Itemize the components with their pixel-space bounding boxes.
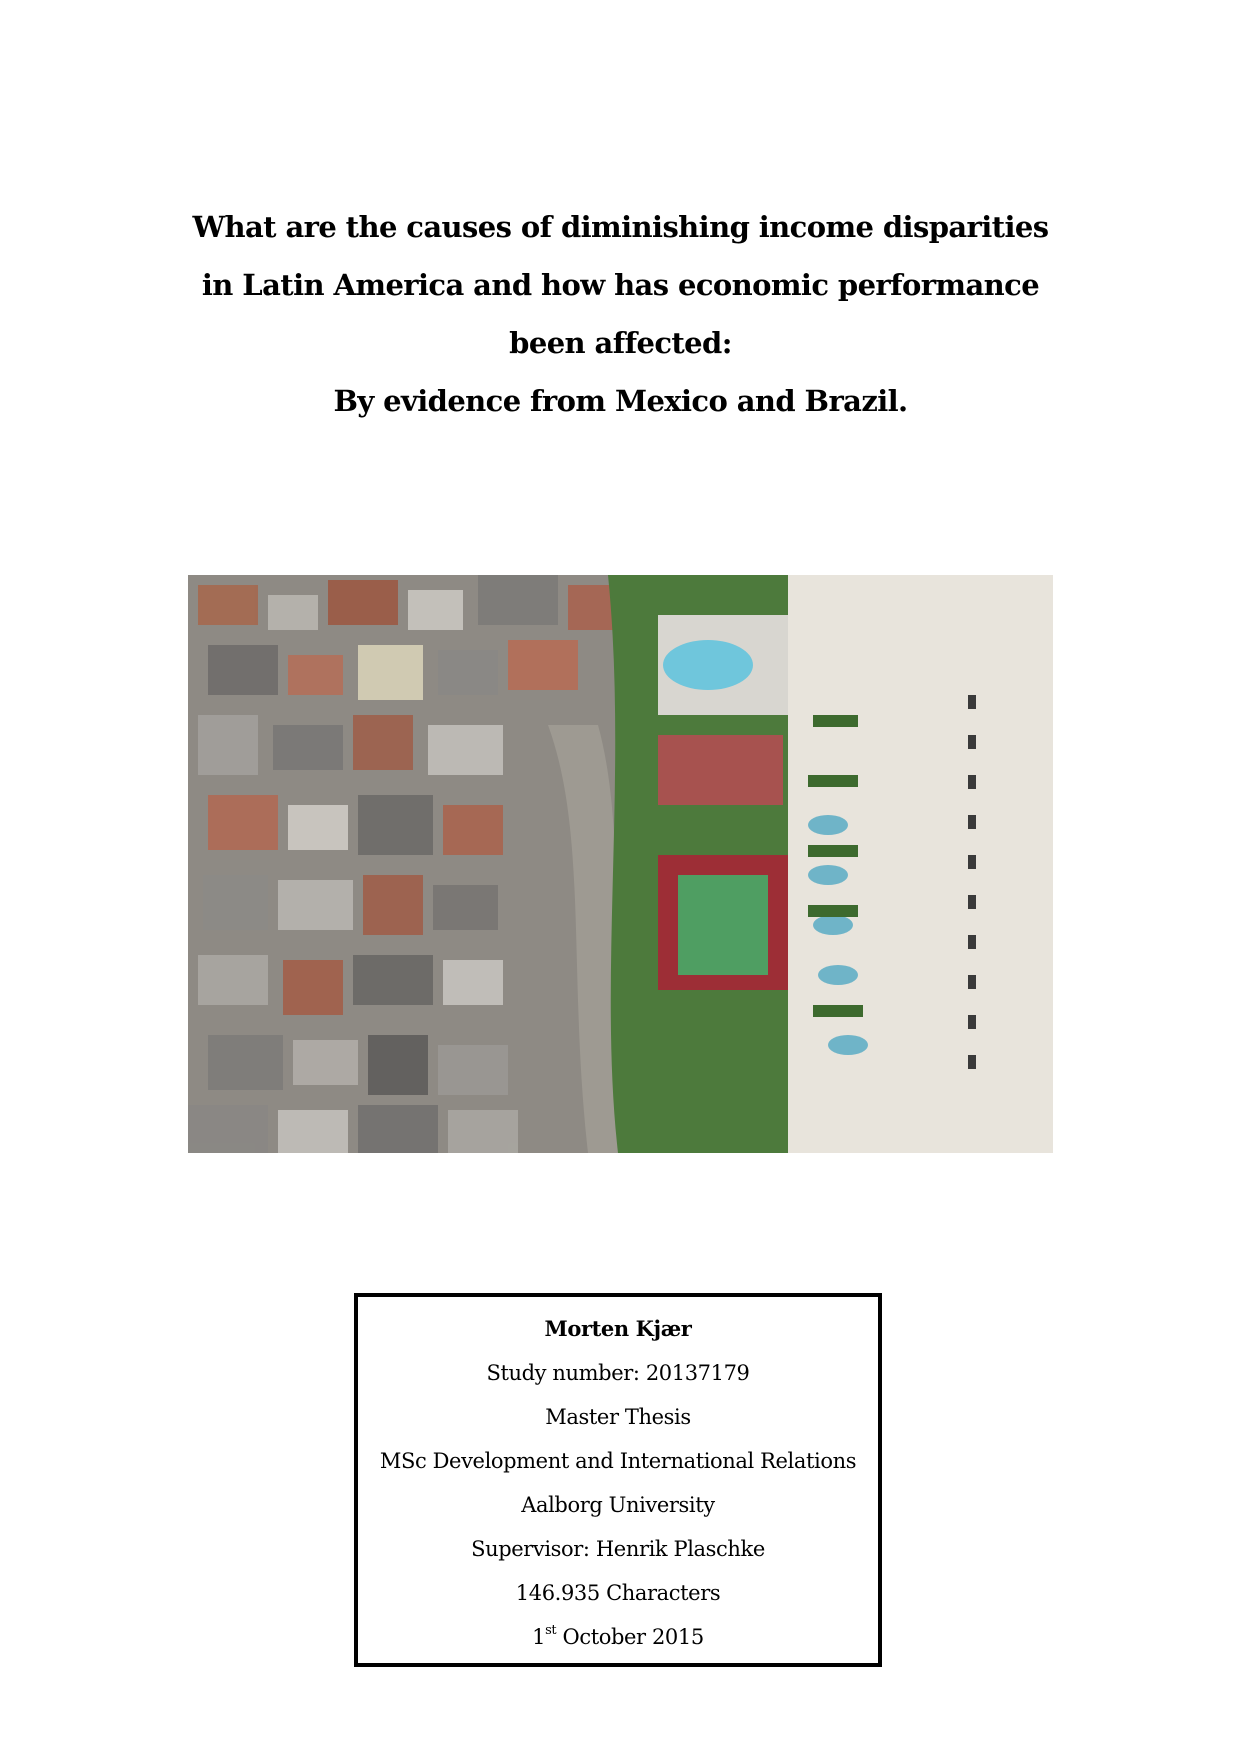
university: Aalborg University [521,1493,715,1517]
title-line-1: What are the causes of diminishing income disparities [192,210,1049,244]
programme: MSc Development and International Relations [379,1449,857,1473]
date-rest: October 2015 [556,1625,704,1649]
character-count: 146.935 Characters [515,1581,721,1605]
author-name: Morten Kjær [544,1316,692,1341]
submission-date [358,1615,878,1659]
study-number: Study number: 20137179 [486,1361,750,1385]
subtitle-line: By evidence from Mexico and Brazil. [333,384,908,418]
supervisor: Supervisor: Henrik Plaschke [471,1537,765,1561]
author-info-box [354,1293,882,1667]
title-line-2: in Latin America and how has economic performance [201,268,1040,302]
thesis-title [0,198,1241,430]
favela-vs-highrise-image [188,575,1053,1153]
thesis-type: Master Thesis [545,1405,691,1429]
date-day: 1 [532,1625,546,1649]
title-line-3: been affected: [509,326,732,360]
cover-photo [188,575,1053,1153]
date-suffix: st [545,1623,557,1638]
